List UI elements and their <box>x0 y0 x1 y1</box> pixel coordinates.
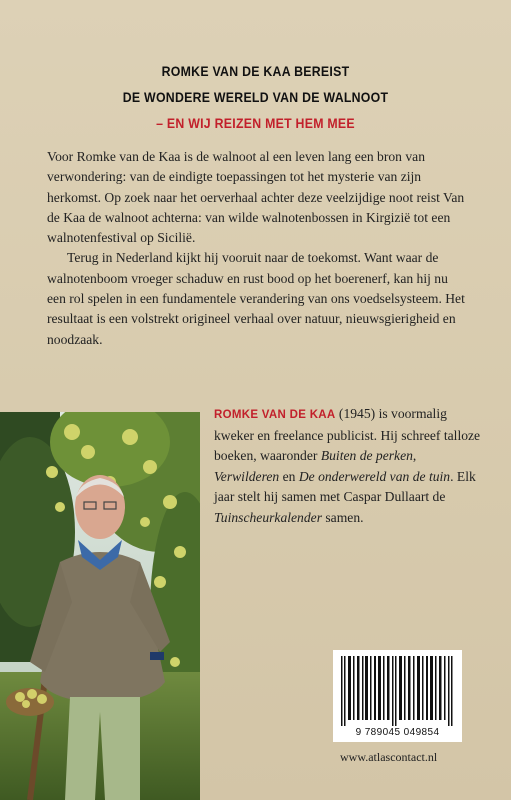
blurb-paragraph-2: Terug in Nederland kijkt hij vooruit naar de toekomst. Want waar de walnotenboom vroeger schaduw en rust bood op het boerenerf, kan hij nu een rol spelen in een fundamentele verandering van ons voedselsysteem. Het resultaat is een volstrekt origineel verhaal over natuur, nieuwsgierigheid en noodzaak. <box>47 250 465 347</box>
bio-text-1: is voormalig kweker en freelance publicist. Hij schreef talloze boeken, waaronder <box>214 406 481 463</box>
headline-line-3: – EN WIJ REIZEN MET HEM MEE <box>156 115 355 131</box>
bio-sep-1: , <box>412 448 417 463</box>
bio-sep-2: en <box>279 468 299 484</box>
book-title-2: Verwilderen <box>214 468 280 484</box>
bio-text-2: . Elk jaar stelt hij samen met Caspar Dullaart de <box>214 468 476 504</box>
headline-line-1: ROMKE VAN DE KAA BEREIST <box>161 63 350 79</box>
blurb-paragraph-1: Voor Romke van de Kaa is de walnoot al een leven lang een bron van verwondering: van de eindigte toepassingen tot het mysterie van zijn herkomst. Op zoek naar het oerverhaal achter deze veelzijdige noot reist Van de Kaa de walnoot achterna: van wilde walnotenbossen in Kirgizië tot een walnotenfestival op Sicilië. <box>47 149 465 246</box>
author-photo-illustration <box>0 412 200 800</box>
author-bio <box>214 404 484 528</box>
headline <box>31 58 481 136</box>
blurb <box>47 147 467 350</box>
barcode-bars <box>333 650 462 728</box>
book-title-3: De onderwereld van de tuin <box>298 468 451 484</box>
isbn-number: 9 789045 049854 <box>355 727 440 738</box>
barcode <box>333 650 462 742</box>
author-name: ROMKE VAN DE KAA <box>214 409 336 421</box>
publisher-website[interactable]: www.atlascontact.nl <box>340 750 438 764</box>
author-year: (1945) <box>338 406 376 421</box>
book-title-4: Tuinscheurkalender <box>214 509 322 525</box>
book-title-1: Buiten de perken <box>320 448 413 463</box>
bio-text-3: samen. <box>321 509 364 525</box>
headline-line-2: DE WONDERE WERELD VAN DE WALNOOT <box>122 89 389 105</box>
author-photo <box>0 412 200 800</box>
